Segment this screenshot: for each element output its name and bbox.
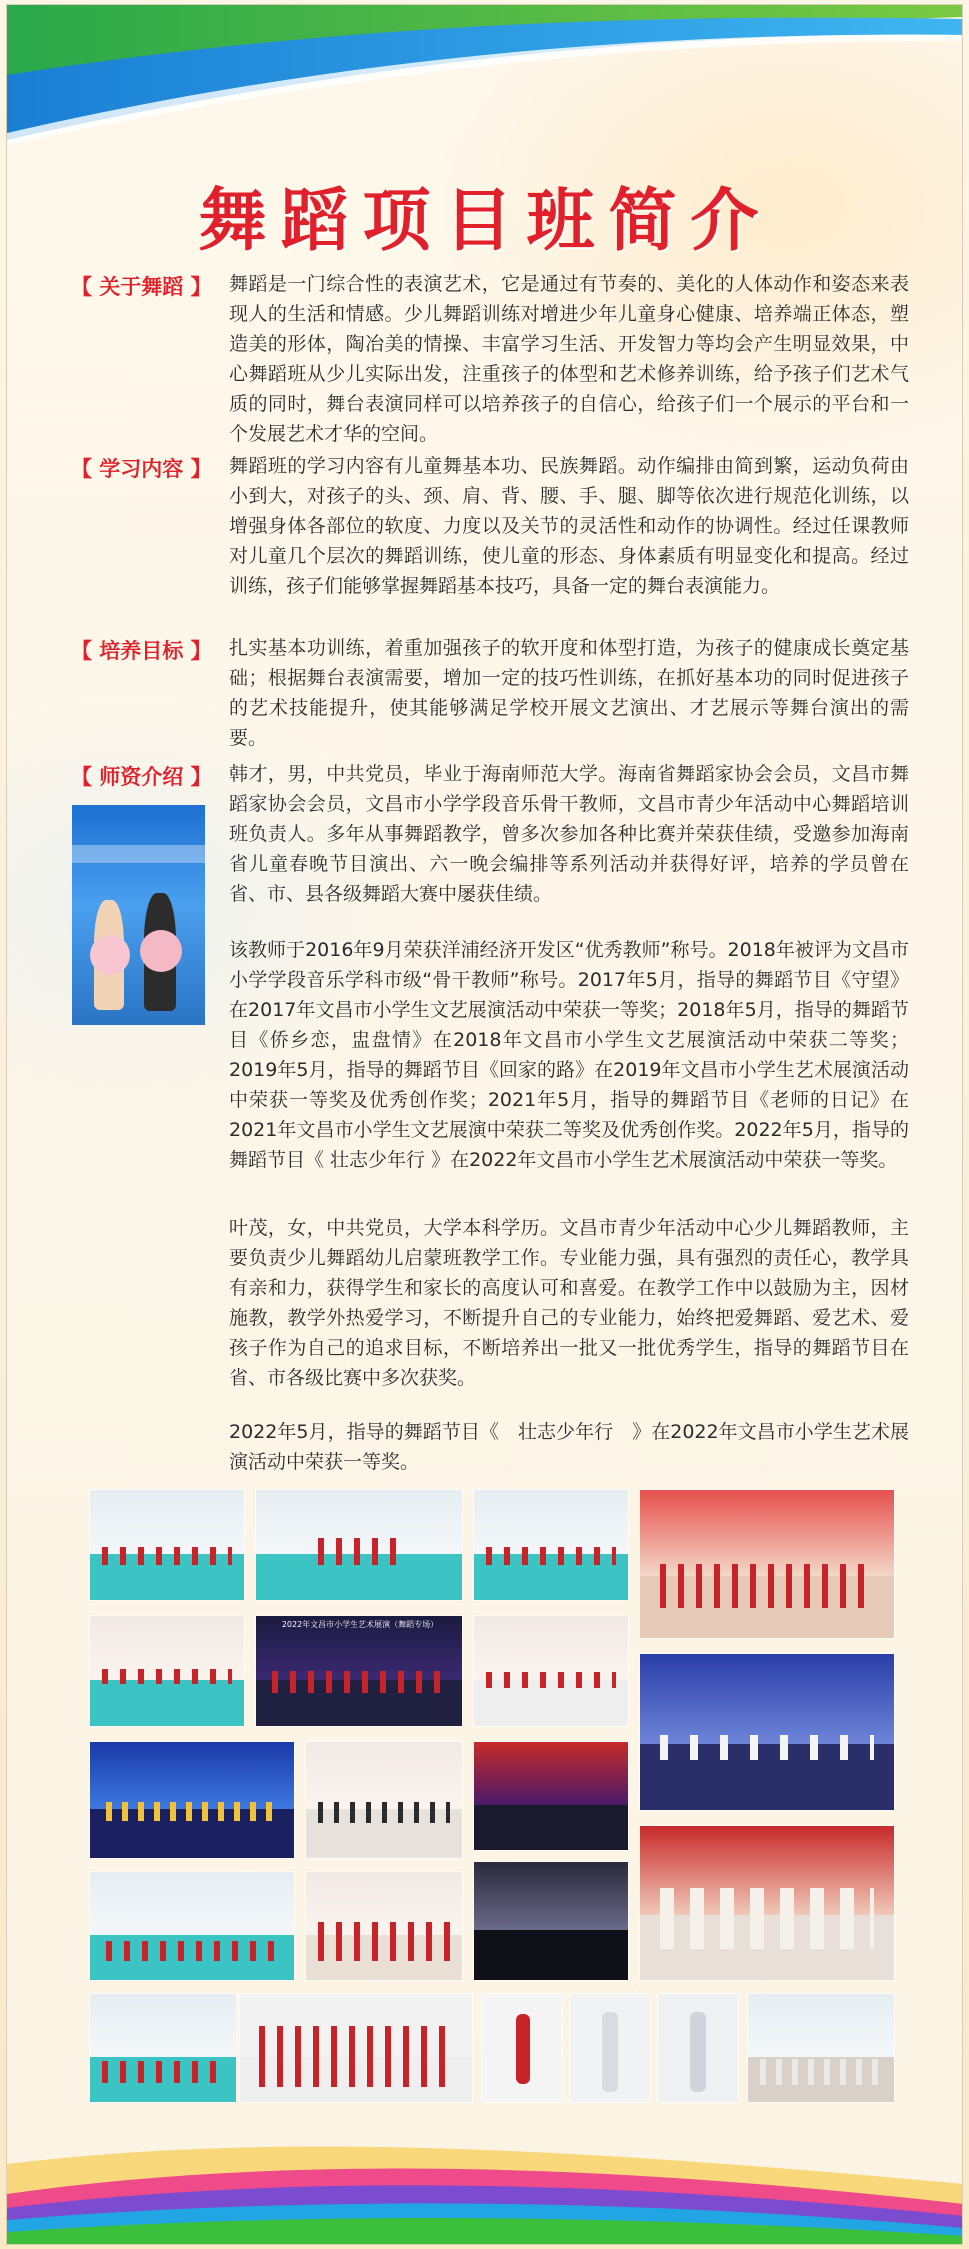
photo-award-group — [639, 1489, 895, 1639]
photo-class-group — [305, 1871, 463, 1981]
teacher-2-intro: 叶茂，女，中共党员，大学本科学历。文昌市青少年活动中心少儿舞蹈教师，主要负责少儿舞蹈幼儿启蒙班教学工作。专业能力强，具有强烈的责任心，教学具有亲和力，获得学生和家长的高度认可和喜爱。在教学工作中以鼓励为主，因材施教，教学外热爱学习，不断提升自己的专业能力，始终把爱舞蹈、爱艺术、爱孩子作为自己的追求目标，不断培养出一批又一批优秀学生，指导的舞蹈节目在省、市各级比赛中多次获奖。 — [229, 1217, 909, 1389]
photo-solo-dancer — [657, 1993, 739, 2103]
photo-group-pose — [239, 1993, 473, 2103]
photo-practice-room — [89, 1489, 245, 1601]
photo-stage-spotlight — [473, 1861, 629, 1981]
photo-stage-show — [89, 1741, 295, 1859]
teacher-photo — [72, 805, 205, 1025]
teacher-2-award: 2022年5月，指导的舞蹈节目《 壮志少年行 》在2022年文昌市小学生艺术展演活动中荣获一等奖。 — [229, 1421, 909, 1473]
stage-banner: 2022年文昌市小学生艺术展演（舞蹈专场） — [281, 1620, 439, 1629]
photo-solo-kick — [481, 1993, 563, 2103]
photo-practice-room — [473, 1489, 629, 1601]
photo-practice-room — [747, 1993, 895, 2103]
photo-costume-performers — [639, 1825, 895, 1981]
photo-solo-dancer — [569, 1993, 651, 2103]
section-label: 【 关于舞蹈 】 — [71, 275, 212, 299]
section-label: 【 师资介绍 】 — [71, 765, 212, 789]
photo-stage-lights — [473, 1741, 629, 1851]
photo-stage-dancers — [639, 1653, 895, 1811]
bottom-wave-decoration — [7, 2124, 963, 2244]
section-label: 【 培养目标 】 — [71, 639, 212, 663]
section-text: 扎实基本功训练，着重加强孩子的软开度和体型打造，为孩子的健康成长奠定基础；根据舞台表演需要，增加一定的技巧性训练，在抓好基本功的同时促进孩子的艺术技能提升，使其能够满足学校开展文艺演出、才艺展示等舞台演出的需要。 — [229, 637, 909, 749]
photo-stage-performance — [255, 1615, 463, 1727]
photo-practice-pose — [305, 1741, 463, 1859]
photo-practice-room — [255, 1489, 463, 1601]
photo-performance-line — [473, 1615, 629, 1727]
section-text: 舞蹈班的学习内容有儿童舞基本功、民族舞蹈。动作编排由简到繁，运动负荷由小到大，对孩子的头、颈、肩、背、腰、手、腿、脚等依次进行规范化训练，以增强身体各部位的软度、力度以及关节的灵活性和动作的协调性。经过任课教师对儿童几个层次的舞蹈训练，使儿童的形态、身体素质有明显变化和提高。经过训练，孩子们能够掌握舞蹈基本技巧，具备一定的舞台表演能力。 — [229, 455, 909, 597]
section-label: 【 学习内容 】 — [71, 457, 212, 481]
photo-practice-room — [89, 1615, 245, 1727]
photo-practice-room — [89, 1993, 237, 2103]
photo-floor-stretch — [89, 1871, 295, 1981]
page-title: 舞蹈项目班简介 — [198, 181, 773, 261]
top-wave-decoration — [7, 5, 963, 175]
poster — [6, 4, 963, 2245]
teacher-1-intro: 韩才，男，中共党员，毕业于海南师范大学。海南省舞蹈家协会会员，文昌市舞蹈家协会会员，文昌市小学学段音乐骨干教师，文昌市青少年活动中心舞蹈培训班负责人。多年从事舞蹈教学，曾多次参加各种比赛并荣获佳绩，受邀参加海南省儿童春晚节目演出、六一晚会编排等系列活动并获得好评，培养的学员曾在省、市、县各级舞蹈大赛中屡获佳绩。 — [229, 763, 909, 905]
teacher-1-awards: 该教师于2016年9月荣获洋浦经济开发区“优秀教师”称号。2018年被评为文昌市小学学段音乐学科市级“骨干教师”称号。2017年5月，指导的舞蹈节目《守望》在2017年文昌市小学生文艺展演活动中荣获一等奖；2018年5月，指导的舞蹈节目《侨乡恋，盅盘情》在2018年文昌市小学生文艺展演活动中荣获二等奖；2019年5月，指导的舞蹈节目《回家的路》在2019年文昌市小学生艺术展演活动中荣获一等奖及优秀创作奖；2021年5月，指导的舞蹈节目《老师的日记》在2021年文昌市小学生文艺展演中荣获二等奖及优秀创作奖。2022年5月，指导的舞蹈节目《 壮志少年行 》在2022年文昌市小学生艺术展演活动中荣获一等奖。 — [229, 939, 909, 1171]
section-text: 舞蹈是一门综合性的表演艺术，它是通过有节奏的、美化的人体动作和姿态来表现人的生活和情感。少儿舞蹈训练对增进少年儿童身心健康、培养端正体态，塑造美的形体，陶冶美的情操、丰富学习生活、开发智力等均会产生明显效果，中心舞蹈班从少儿实际出发，注重孩子的体型和艺术修养训练，给予孩子们艺术气质的同时，舞台表演同样可以培养孩子的自信心，给孩子们一个展示的平台和一个发展艺术才华的空间。 — [229, 273, 909, 445]
